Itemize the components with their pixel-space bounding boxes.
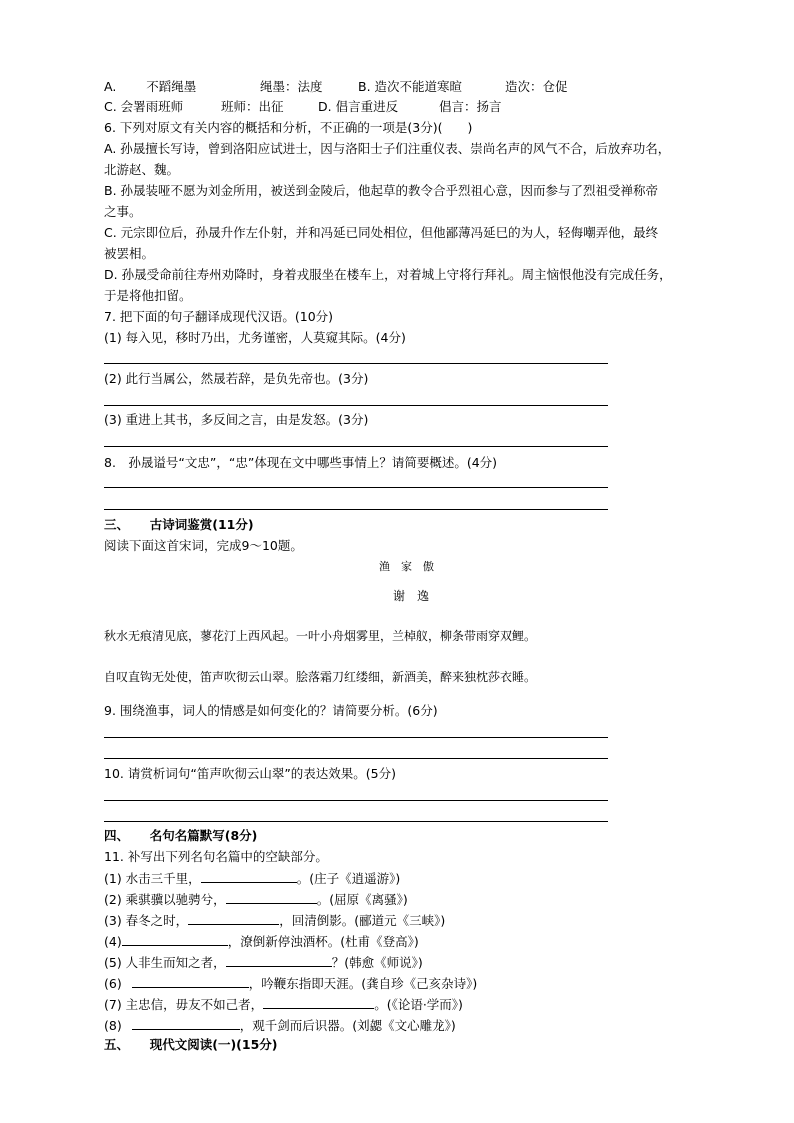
section5-heading	[104, 1037, 277, 1053]
q5-d-gloss: 倡言：扬言	[439, 99, 502, 114]
q11-item-4-post: ，潦倒新停浊酒杯。(杜甫《登高》)	[227, 934, 419, 949]
q5-option-c: C. 会署雨班师	[104, 99, 184, 114]
q5-a-gloss: 绳墨：法度	[260, 79, 323, 94]
section5-title: 现代文阅读(一)(15分)	[149, 1037, 278, 1052]
q7-answer-line-3[interactable]	[104, 446, 608, 447]
q11-item-4	[104, 933, 419, 950]
q7-sentence-2: (2) 此行当属公，然晟若辞，是负先帝也。(3分)	[104, 371, 369, 386]
q5-c-gloss: 班师：出征	[221, 99, 284, 114]
section3-heading	[104, 517, 254, 533]
q5-option-a	[104, 79, 196, 95]
q11-blank-5[interactable]	[226, 954, 332, 967]
q11-item-5-post: ？(韩愈《师说》)	[331, 955, 423, 970]
q11-item-8-pre: (8)	[104, 1018, 122, 1033]
q6-option-b-cont: 之事。	[104, 204, 142, 219]
q7-answer-line-2[interactable]	[104, 405, 608, 406]
q7-answer-line-1[interactable]	[104, 363, 608, 364]
q11-blank-6[interactable]	[132, 975, 249, 988]
q11-item-8	[104, 1017, 456, 1034]
q5-a-text: 不蹈绳墨	[146, 79, 197, 94]
q9-answer-line-2[interactable]	[104, 758, 608, 759]
q11-item-3-pre: (3) 春冬之时，	[104, 913, 189, 928]
section4-title: 名句名篇默写(8分)	[149, 828, 258, 843]
q10-stem: 10. 请赏析词句“笛声吹彻云山翠”的表达效果。(5分)	[104, 766, 397, 781]
poem-title: 渔 家 傲	[379, 560, 434, 573]
section3-number: 三、	[104, 517, 130, 532]
q6-option-b: B. 孙晟装哑不愿为刘金所用，被送到金陵后，他起草的教令合乎烈祖心意，因而参与了烈祖受禅称帝	[104, 183, 659, 198]
q11-item-5	[104, 954, 423, 971]
poem-line-2: 自叹直钩无处使，笛声吹彻云山翠。脍落霜刀红缕细，新酒美，醉来独枕莎衣睡。	[104, 670, 537, 684]
q6-option-d-cont: 于是将他扣留。	[104, 288, 192, 303]
q9-stem: 9. 围绕渔事，词人的情感是如何变化的？请简要分析。(6分)	[104, 703, 438, 718]
q8-answer-line-1[interactable]	[104, 487, 608, 488]
q11-item-1-post: 。(庄子《逍遥游》)	[296, 871, 401, 886]
q11-item-7-post: 。(《论语·学而》)	[374, 997, 463, 1012]
q6-stem: 6. 下列对原文有关内容的概括和分析，不正确的一项是(3分)( )	[104, 120, 473, 135]
q10-answer-line-2[interactable]	[104, 821, 608, 822]
q11-item-8-post: ，观千剑而后识器。(刘勰《文心雕龙》)	[239, 1018, 456, 1033]
q11-item-6-post: ，吟鞭东指即天涯。(龚自珍《己亥杂诗》)	[248, 976, 478, 991]
q8-answer-line-2[interactable]	[104, 509, 608, 510]
q6-option-c: C. 元宗即位后，孙晟升作左仆射，并和冯延已同处相位，但他鄙薄冯延巳的为人，轻侮嘲弄他，最终	[104, 225, 659, 240]
q10-answer-line-1[interactable]	[104, 800, 608, 801]
poem-author: 谢 逸	[393, 589, 430, 603]
section5-number: 五、	[104, 1037, 130, 1052]
q6-option-d: D. 孙晟受命前往寿州劝降时，身着戎服坐在楼车上，对着城上守将行拜礼。周主恼恨他没有完成任务，	[104, 267, 672, 282]
q11-item-2-post: 。(屈原《离骚》)	[316, 892, 408, 907]
q7-sentence-1: (1) 每入见，移时乃出，尤务谨密，人莫窥其际。(4分)	[104, 330, 406, 345]
section3-title: 古诗词鉴赏(11分)	[149, 517, 254, 532]
q11-item-2-pre: (2) 乘骐骥以驰骋兮，	[104, 892, 226, 907]
q11-blank-4[interactable]	[122, 933, 228, 946]
q11-item-1-pre: (1) 水击三千里，	[104, 871, 201, 886]
q11-item-2	[104, 891, 408, 908]
q5-option-b: B. 造次不能道寒暄	[358, 79, 463, 94]
q11-stem: 11. 补写出下列名句名篇中的空缺部分。	[104, 849, 328, 864]
q11-item-7-pre: (7) 主忠信，毋友不如己者，	[104, 997, 264, 1012]
q11-blank-7[interactable]	[263, 996, 374, 1009]
q5-a-label: A.	[104, 79, 117, 94]
q11-blank-1[interactable]	[201, 870, 297, 883]
q7-sentence-3: (3) 重进上其书，多反间之言，由是发怒。(3分)	[104, 412, 369, 427]
q6-option-c-cont: 被罢相。	[104, 246, 155, 261]
q11-blank-3[interactable]	[188, 912, 279, 925]
q11-item-1	[104, 870, 400, 887]
q8-stem: 8. 孙晟谥号“文忠”，“忠”体现在文中哪些事情上？请简要概述。(4分)	[104, 455, 498, 470]
q5-b-gloss: 造次：仓促	[505, 79, 568, 94]
q6-option-a-cont: 北游赵、魏。	[104, 162, 180, 177]
q11-item-5-pre: (5) 人非生而知之者，	[104, 955, 226, 970]
section4-heading	[104, 828, 257, 844]
poem-line-1: 秋水无痕清见底，蓼花汀上西风起。一叶小舟烟雾里，兰棹舣，柳条带雨穿双鲤。	[104, 629, 537, 643]
q11-blank-2[interactable]	[226, 891, 317, 904]
section4-number: 四、	[104, 828, 130, 843]
q11-blank-8[interactable]	[132, 1017, 240, 1030]
q6-option-a: A. 孙晟擅长写诗，曾到洛阳应试进士，因与洛阳士子们注重仪表、崇尚名声的风气不合，后放弃功名，	[104, 141, 671, 156]
q11-item-7	[104, 996, 463, 1013]
section3-intro: 阅读下面这首宋词，完成9～10题。	[104, 538, 303, 553]
q11-item-4-pre: (4)	[104, 934, 122, 949]
q11-item-6-pre: (6)	[104, 976, 122, 991]
q5-option-d: D. 倡言重进反	[318, 99, 399, 114]
q11-item-3-post: ，回清倒影。(郦道元《三峡》)	[279, 913, 446, 928]
q7-stem: 7. 把下面的句子翻译成现代汉语。(10分)	[104, 309, 334, 324]
q11-item-3	[104, 912, 445, 929]
q9-answer-line-1[interactable]	[104, 737, 608, 738]
q11-item-6	[104, 975, 477, 992]
